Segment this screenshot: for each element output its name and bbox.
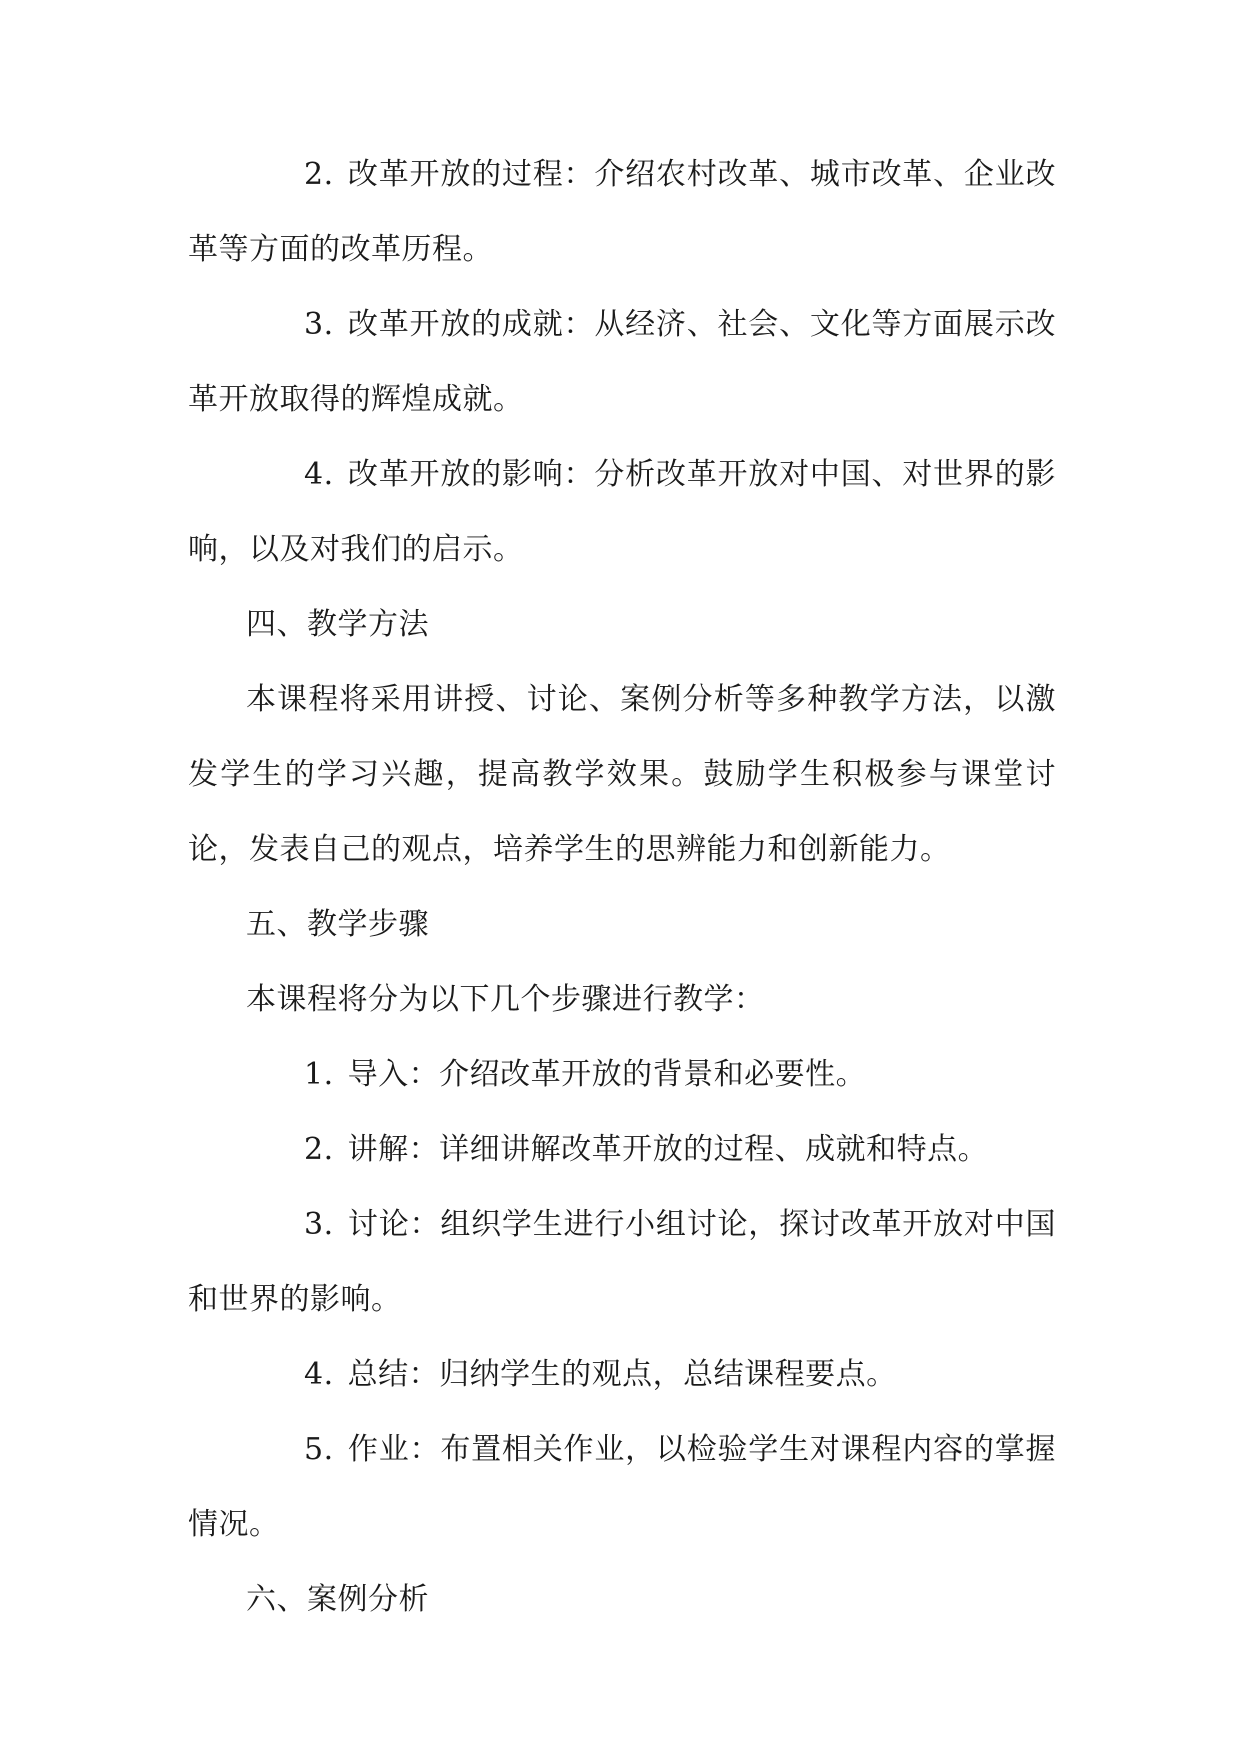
item-number: 1. (304, 1057, 334, 1092)
item-number: 2. (304, 1132, 334, 1167)
section-body-teaching-methods: 本课程将采用讲授、讨论、案例分析等多种教学方法，以激发学生的学习兴趣，提高教学效果。鼓励学生积极参与课堂讨论，发表自己的观点，培养学生的思辨能力和创新能力。 (188, 682, 1056, 867)
list-item (188, 437, 1056, 587)
section-heading-teaching-steps: 五、教学步骤 (246, 907, 429, 942)
document-body (188, 137, 1056, 1637)
section-heading-teaching-methods: 四、教学方法 (246, 607, 429, 642)
list-item (188, 1337, 1056, 1412)
item-number: 3. (304, 307, 334, 342)
list-item (188, 1187, 1056, 1337)
list-item (188, 287, 1056, 437)
item-number: 4. (304, 1357, 334, 1392)
list-item (188, 1112, 1056, 1187)
list-item (188, 137, 1056, 287)
list-item (188, 1412, 1056, 1562)
item-number: 2. (304, 157, 334, 192)
item-text: 讨论：组织学生进行小组讨论，探讨改革开放对中国和世界的影响。 (188, 1207, 1056, 1317)
item-number: 5. (304, 1432, 334, 1467)
section-heading-case-analysis: 六、案例分析 (246, 1582, 429, 1617)
item-text: 改革开放的影响：分析改革开放对中国、对世界的影响，以及对我们的启示。 (188, 457, 1056, 567)
item-text: 讲解：详细讲解改革开放的过程、成就和特点。 (347, 1132, 989, 1167)
item-text: 改革开放的过程：介绍农村改革、城市改革、企业改革等方面的改革历程。 (188, 157, 1056, 267)
item-text: 改革开放的成就：从经济、社会、文化等方面展示改革开放取得的辉煌成就。 (188, 307, 1056, 417)
section-intro-teaching-steps: 本课程将分为以下几个步骤进行教学： (246, 982, 765, 1017)
item-text: 作业：布置相关作业，以检验学生对课程内容的掌握情况。 (188, 1432, 1056, 1542)
list-item (188, 1037, 1056, 1112)
item-text: 总结：归纳学生的观点，总结课程要点。 (347, 1357, 897, 1392)
item-text: 导入：介绍改革开放的背景和必要性。 (347, 1057, 867, 1092)
item-number: 4. (304, 457, 334, 492)
item-number: 3. (304, 1207, 334, 1242)
